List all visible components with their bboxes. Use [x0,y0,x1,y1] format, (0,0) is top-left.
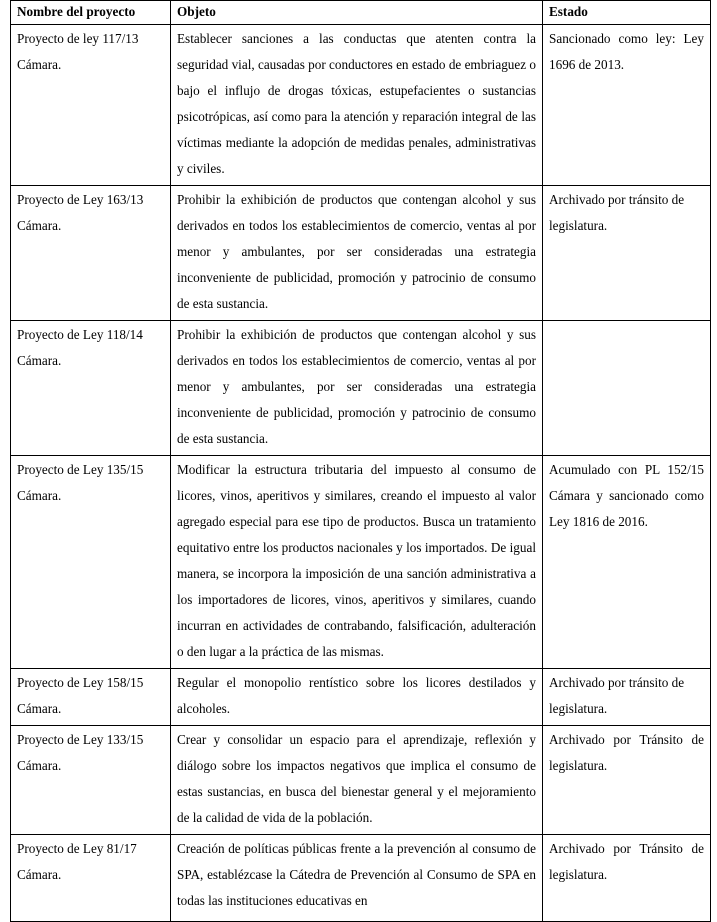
table-row [11,186,711,321]
cell-nombre: Proyecto de Ley 133/15 Cámara. [11,726,171,835]
cell-nombre: Proyecto de ley 117/13 Cámara. [11,25,171,186]
cell-estado: Archivado por Tránsito de legislatura. [543,726,711,835]
cell-objeto: Creación de políticas públicas frente a la prevención al consumo de SPA, establézcase la Cátedra de Prevención al Consumo de SPA en todas las instituciones educativas en [171,835,543,922]
cell-objeto: Establecer sanciones a las conductas que atenten contra la seguridad vial, causadas por conductores en estado de embriaguez o bajo el influjo de drogas tóxicas, estupefacientes o sustancias psicotrópicas, así como para la atención y reparación integral de las víctimas mediante la adopción de medidas penales, administrativas y civiles. [171,25,543,186]
table-row [11,669,711,726]
cell-objeto: Prohibir la exhibición de productos que contengan alcohol y sus derivados en todos los establecimientos de comercio, ventas al por menor y ambulantes, por ser consideradas una estrategia inconveniente de publicidad, promoción y patrocinio de consumo de esta sustancia. [171,186,543,321]
table-header-row [11,1,711,25]
cell-estado [543,321,711,456]
cell-nombre: Proyecto de Ley 158/15 Cámara. [11,669,171,726]
cell-nombre: Proyecto de Ley 135/15 Cámara. [11,456,171,669]
table-row [11,726,711,835]
cell-nombre: Proyecto de Ley 163/13 Cámara. [11,186,171,321]
header-objeto: Objeto [171,1,543,25]
cell-nombre: Proyecto de Ley 81/17 Cámara. [11,835,171,922]
header-nombre: Nombre del proyecto [11,1,171,25]
cell-estado: Archivado por tránsito de legislatura. [543,186,711,321]
cell-objeto: Crear y consolidar un espacio para el aprendizaje, reflexión y diálogo sobre los impactos negativos que implica el consumo de estas sustancias, en busca del bienestar general y el mejoramiento de la calidad de vida de la población. [171,726,543,835]
table-row [11,321,711,456]
projects-table [10,0,711,922]
cell-objeto: Modificar la estructura tributaria del impuesto al consumo de licores, vinos, aperitivos y similares, creando el impuesto al valor agregado especial para ese tipo de productos. Busca un tratamiento equitativo entre los productos nacionales y los importados. De igual manera, se incorpora la imposición de una sanción administrativa a los importadores de licores, vinos, aperitivos y similares, cuando incurran en actividades de contrabando, falsificación, adulteración o den lugar a la práctica de las mismas. [171,456,543,669]
table-row [11,835,711,922]
cell-estado: Acumulado con PL 152/15 Cámara y sancionado como Ley 1816 de 2016. [543,456,711,669]
cell-estado: Archivado por tránsito de legislatura. [543,669,711,726]
cell-objeto: Prohibir la exhibición de productos que contengan alcohol y sus derivados en todos los establecimientos de comercio, ventas al por menor y ambulantes, por ser consideradas una estrategia inconveniente de publicidad, promoción y patrocinio de consumo de esta sustancia. [171,321,543,456]
header-estado: Estado [543,1,711,25]
table-row [11,456,711,669]
cell-nombre: Proyecto de Ley 118/14 Cámara. [11,321,171,456]
cell-objeto: Regular el monopolio rentístico sobre los licores destilados y alcoholes. [171,669,543,726]
cell-estado: Archivado por Tránsito de legislatura. [543,835,711,922]
cell-estado: Sancionado como ley: Ley 1696 de 2013. [543,25,711,186]
table-row [11,25,711,186]
